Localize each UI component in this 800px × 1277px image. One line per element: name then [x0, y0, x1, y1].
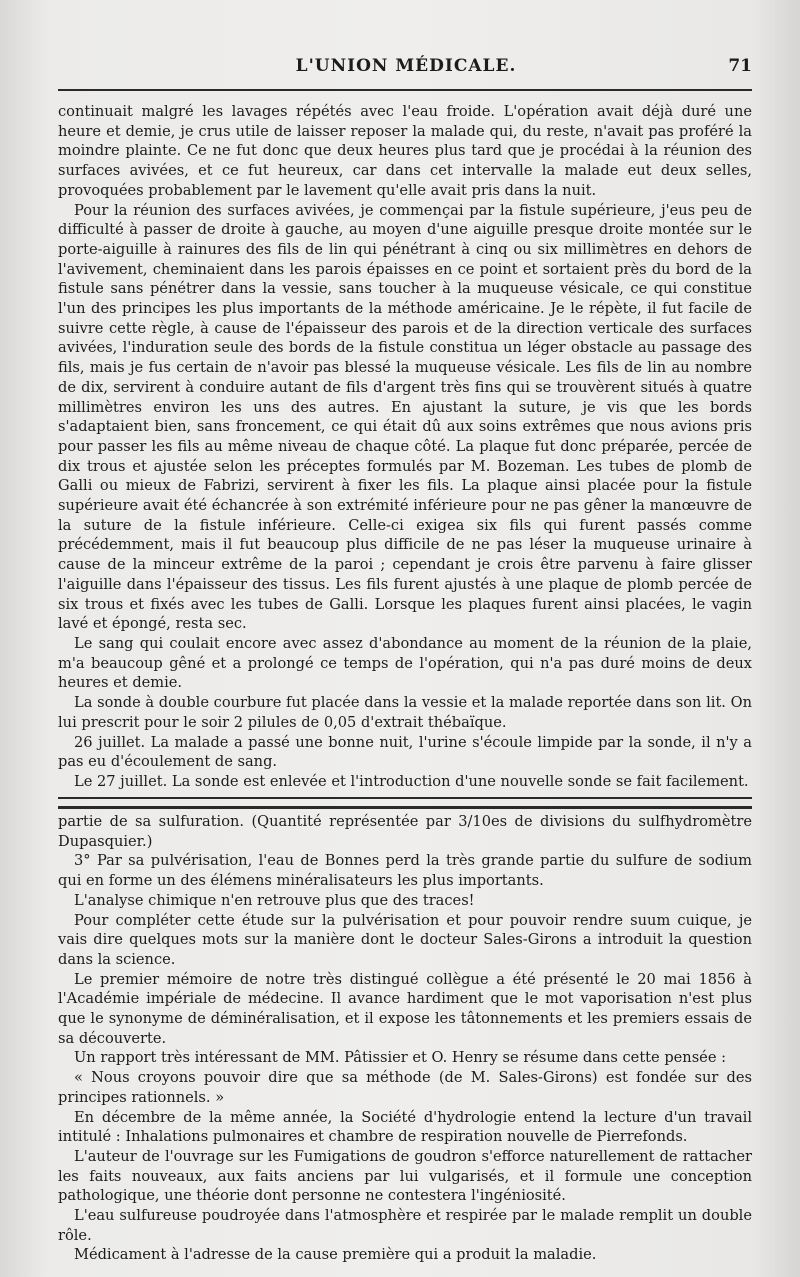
running-header: [60, 56, 752, 82]
paragraph: « Nous croyons pouvoir dire que sa méthode (de M. Sales-Girons) est fondée sur des principes rationnels. »: [58, 1069, 752, 1106]
paragraph: Le premier mémoire de notre très distingué collègue a été présenté le 20 mai 1856 à l'Académie impériale de médecine. Il avance hardiment que le mot vaporisation n'est plus que le synonyme de déminéralisation, et il expose les tâtonnements et les premiers essais de sa découverte.: [58, 970, 752, 1047]
paragraph: 26 juillet. La malade a passé une bonne nuit, l'urine s'écoule limpide par la sonde, il n'y a pas eu d'écoulement de sang.: [58, 733, 752, 771]
paragraph: L'eau sulfureuse poudroyée dans l'atmosphère et respirée par le malade remplit un double rôle.: [58, 1207, 752, 1244]
paragraph: L'auteur de l'ouvrage sur les Fumigations de goudron s'efforce naturellement de rattacher les faits nouveaux, aux faits anciens par lui vulgarisés, et il formule une conception pathologique, une théorie dont personne ne contestera l'ingéniosité.: [58, 1147, 752, 1205]
paragraph: En décembre de la même année, la Société d'hydrologie entend la lecture d'un travail intitulé : Inhalations pulmonaires et chambre de respiration nouvelle de Pierrefonds.: [58, 1108, 752, 1146]
paragraph: Le 27 juillet. La sonde est enlevée et l'introduction d'une nouvelle sonde se fait facilement.: [74, 772, 749, 790]
paragraph: Le sang qui coulait encore avec assez d'abondance au moment de la réunion de la plaie, m'a beaucoup gêné et a prolongé ce temps de l'opération, qui n'a pas duré moins de deux heures et demie.: [58, 634, 752, 692]
page-number: 71: [728, 56, 752, 76]
journal-title: L'UNION MÉDICALE.: [295, 56, 517, 76]
article-fistula-operation: [58, 102, 752, 792]
paragraph: Pour la réunion des surfaces avivées, je commençai par la fistule supérieure, j'eus peu de difficulté à passer de droite à gauche, au moyen d'une aiguille presque droite montée sur le porte-aiguille à rainures des fils de lin qui pénétrant à cinq ou six millimètres en dehors de l'avivement, cheminaient dans les parois épaisses en ce point et sortaient près du bord de la fistule sans pénétrer dans la vessie, sans toucher à la muqueuse vésicale, ce qui constitue l'un des principes les plus importants de la méthode américaine. Je le répète, il fut facile de suivre cette règle, à cause de l'épaisseur des parois et de la direction verticale des surfaces avivées, l'induration seule des bords de la fistule constitua un léger obstacle au passage des fils, mais je fus certain de n'avoir pas blessé la muqueuse vésicale. Les fils de lin au nombre de dix, servirent à conduire autant de fils d'argent très fins qui se trouvèrent situés à quatre millimètres environ les uns des autres. En ajustant la suture, je vis que les bords s'adaptaient bien, sans froncement, ce qui était dû aux soins extrêmes que nous avions pris pour passer les fils au même niveau de chaque côté. La plaque fut donc préparée, percée de dix trous et ajustée selon les préceptes formulés par M. Bozeman. Les tubes de plomb de Galli ou mieux de Fabrizi, servirent à fixer les fils. La plaque ainsi placée pour la fistule supérieure avait été échancrée à son extrémité inférieure pour ne pas gêner la manœuvre de la suture de la fistule inférieure. Celle-ci exigea six fils qui furent passés comme précédemment, mais il fut beaucoup plus difficile de ne pas léser la muqueuse urinaire à cause de la minceur extrême de la paroi ; cependant je crois être parvenu à faire glisser l'aiguille dans l'épaisseur des tissus. Les fils furent ajustés à une plaque de plomb percée de six trous et fixés avec les tubes de Galli. Lorsque les plaques furent ainsi placées, le vagin lavé et épongé, resta sec.: [58, 201, 752, 633]
paragraph: Un rapport très intéressant de MM. Pâtissier et O. Henry se résume dans cette pensée :: [74, 1049, 727, 1067]
paragraph: Pour compléter cette étude sur la pulvérisation et pour pouvoir rendre suum cuique, je vais dire quelques mots sur la manière dont le docteur Sales-Girons a introduit la question dans la science.: [58, 911, 752, 968]
paragraph: La sonde à double courbure fut placée dans la vessie et la malade reportée dans son lit. On lui prescrit pour le soir 2 pilules de 0,05 d'extrait thébaïque.: [58, 694, 752, 731]
article-pulverisation: [58, 812, 752, 1265]
section-separator: [58, 797, 752, 809]
paragraph: Médicament à l'adresse de la cause première qui a produit la maladie.: [74, 1246, 597, 1264]
paragraph: 3° Par sa pulvérisation, l'eau de Bonnes perd la très grande partie du sulfure de sodium qui en forme un des élémens minéralisateurs les plus importants.: [58, 852, 752, 890]
header-rule: [58, 89, 752, 91]
paragraph: L'analyse chimique n'en retrouve plus que des traces!: [74, 891, 475, 909]
paragraph: continuait malgré les lavages répétés avec l'eau froide. L'opération avait déjà duré une heure et demie, je crus utile de laisser reposer la malade qui, du reste, n'avait pas proféré la moindre plainte. Ce ne fut donc que deux heures plus tard que je procédai à la réunion des surfaces avivées, et ce fut heureux, car dans cet intervalle la malade eut deux selles, provoquées probablement par le lavement qu'elle avait pris dans la nuit.: [58, 103, 752, 199]
paragraph: partie de sa sulfuration. (Quantité représentée par 3/10es de divisions du sulfhydromètre Dupasquier.): [58, 813, 752, 850]
